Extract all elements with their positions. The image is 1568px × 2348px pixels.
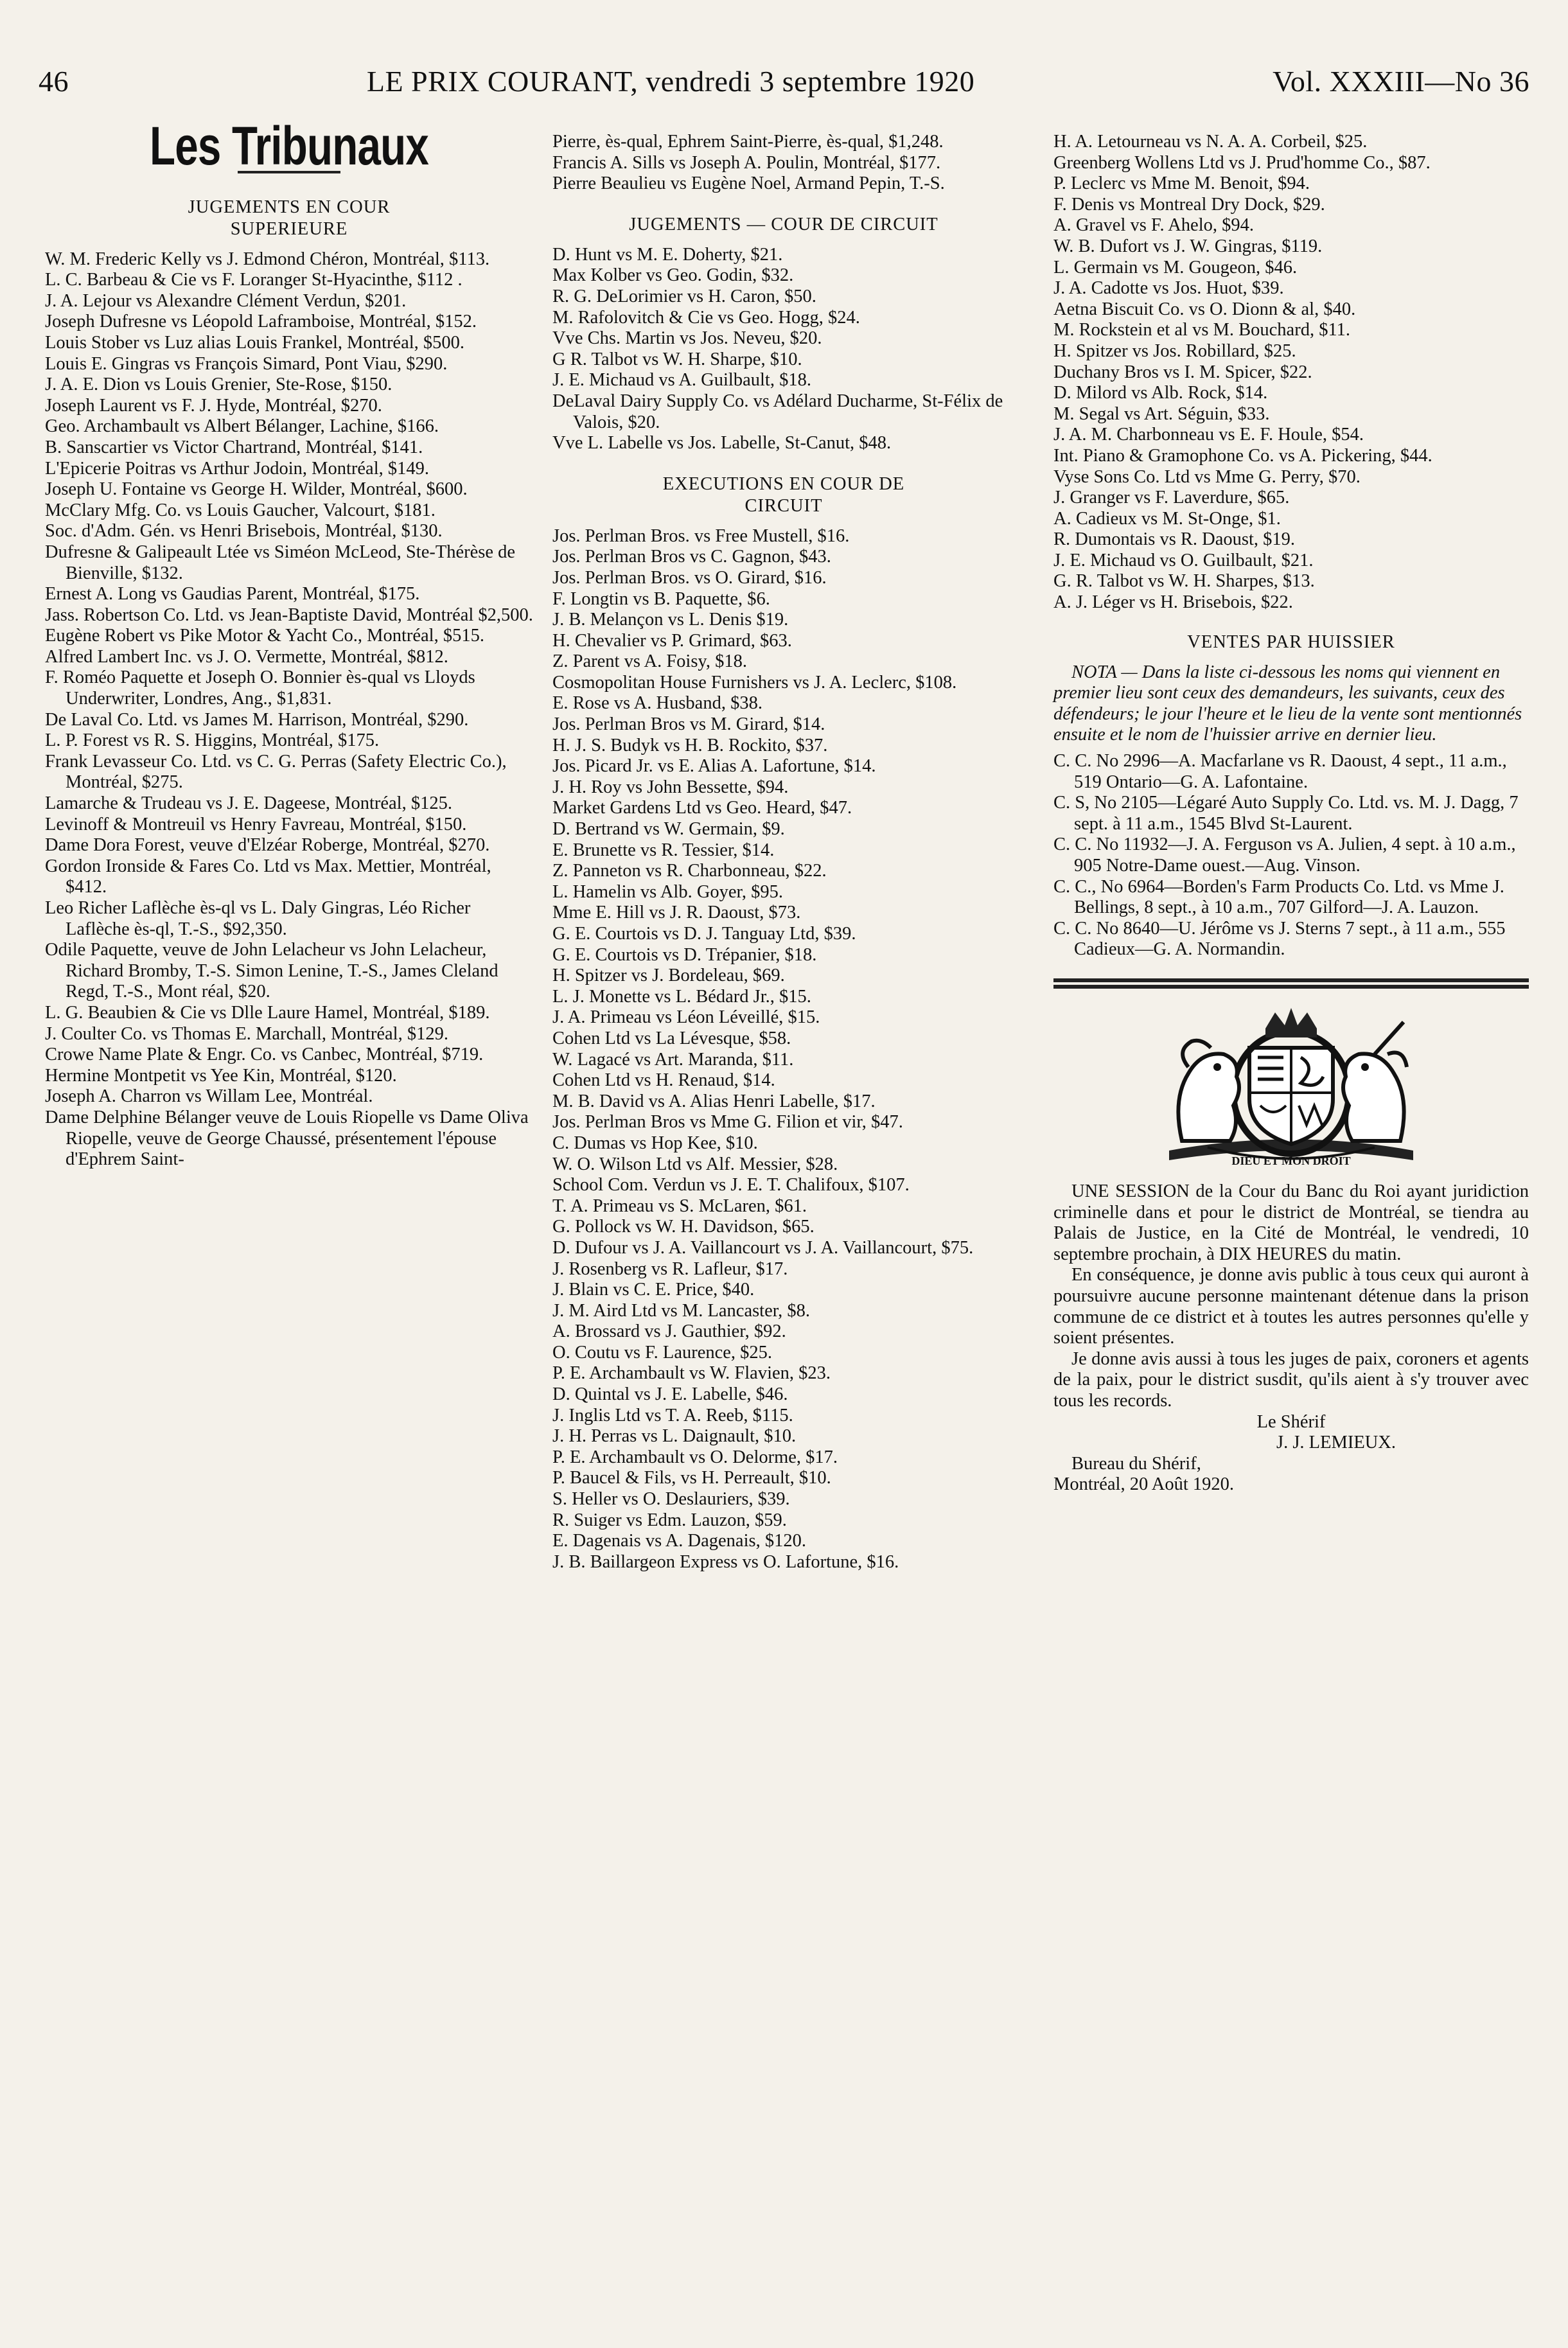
execution-entry: J. Granger vs F. Laverdure, $65. <box>1053 488 1290 508</box>
execution-entry: Cohen Ltd vs H. Renaud, $14. <box>552 1070 775 1091</box>
execution-entry: M. Rockstein et al vs M. Bouchard, $11. <box>1053 320 1351 340</box>
superieure-list <box>45 249 533 1170</box>
page-header <box>39 64 1529 122</box>
execution-entry: G. E. Courtois vs D. J. Tanguay Ltd, $39. <box>552 924 856 944</box>
judgment-entry: Dame Dora Forest, veuve d'Elzéar Roberge, Montréal, $270. <box>45 835 490 856</box>
execution-entry: School Com. Verdun vs J. E. T. Chalifoux, $107. <box>552 1175 910 1196</box>
judgment-entry: W. M. Frederic Kelly vs J. Edmond Chéron, Montréal, $113. <box>45 249 490 269</box>
judgment-entry: Crowe Name Plate & Engr. Co. vs Canbec, Montréal, $719. <box>45 1045 484 1065</box>
execution-entry: D. Bertrand vs W. Germain, $9. <box>552 819 785 840</box>
execution-entry: Jos. Perlman Bros. vs O. Girard, $16. <box>552 567 827 588</box>
royal-coat-of-arms-icon <box>1111 1003 1471 1170</box>
judgment-entry: Lamarche & Trudeau vs J. E. Dageese, Montréal, $125. <box>45 793 452 814</box>
execution-entry: W. O. Wilson Ltd vs Alf. Messier, $28. <box>552 1154 838 1174</box>
execution-entry: J. A. Cadotte vs Jos. Huot, $39. <box>1053 278 1284 299</box>
execution-entry: J. B. Baillargeon Express vs O. Lafortune, $16. <box>552 1551 899 1572</box>
execution-entry: M. B. David vs A. Alias Henri Labelle, $17. <box>552 1091 876 1111</box>
judgment-entry: L. C. Barbeau & Cie vs F. Loranger St-Hyacinthe, $112 . <box>45 270 462 290</box>
sale-entry: C. S, No 2105—Légaré Auto Supply Co. Ltd. vs. M. J. Dagg, 7 sept. à 11 a.m., 1545 Blvd St-Laurent. <box>1053 793 1519 834</box>
execution-entry: J. Rosenberg vs R. Lafleur, $17. <box>552 1258 788 1279</box>
judgment-entry: Francis A. Sills vs Joseph A. Poulin, Montréal, $177. <box>552 152 941 173</box>
execution-entry: E. Dagenais vs A. Dagenais, $120. <box>552 1531 806 1551</box>
execution-entry: W. B. Dufort vs J. W. Gingras, $119. <box>1053 236 1323 256</box>
judgment-entry: Odile Paquette, veuve de John Lelacheur vs John Lelacheur, Richard Bromby, T.-S. Simon Lenine, T.-S., James Cleland Regd, T.-S., Mont réal, $20. <box>45 940 498 1002</box>
notice-paragraph-3: Je donne avis aussi à tous les juges de paix, coroners et agents de la paix, pour le district susdit, qu'ils aient à s'y trouver avec tous les records. <box>1053 1348 1529 1411</box>
execution-entry: J. Blain vs C. E. Price, $40. <box>552 1280 755 1300</box>
volume-number: Vol. XXXIII—No 36 <box>1273 65 1529 98</box>
sheriff-name: J. J. LEMIEUX. <box>1276 1433 1396 1453</box>
execution-entry: C. Dumas vs Hop Kee, $10. <box>552 1133 758 1153</box>
column-2 <box>552 132 1015 1573</box>
judgment-entry: Jass. Robertson Co. Ltd. vs Jean-Baptiste David, Montréal $2,500. <box>45 605 533 625</box>
execution-entry: L. Hamelin vs Alb. Goyer, $95. <box>552 881 784 902</box>
execution-entry: H. Spitzer vs J. Bordeleau, $69. <box>552 966 785 986</box>
judgment-entry: Gordon Ironside & Fares Co. Ltd vs Max. Mettier, Montréal, $412. <box>45 856 491 897</box>
judgment-entry: Dame Delphine Bélanger veuve de Louis Riopelle vs Dame Oliva Riopelle, veuve de George Chaussé, présentement l'épouse d'Ephrem Saint- <box>45 1107 529 1170</box>
execution-entry: H. A. Letourneau vs N. A. A. Corbeil, $25. <box>1053 132 1368 152</box>
execution-entry: Aetna Biscuit Co. vs O. Dionn & al, $40. <box>1053 299 1356 319</box>
execution-entry: J. H. Roy vs John Bessette, $94. <box>552 777 789 797</box>
execution-entry: M. Segal vs Art. Séguin, $33. <box>1053 403 1270 424</box>
double-rule <box>1053 978 1529 989</box>
judgment-entry: L'Epicerie Poitras vs Arthur Jodoin, Montréal, $149. <box>45 458 429 479</box>
judgment-entry: Joseph A. Charron vs Willam Lee, Montréal. <box>45 1086 373 1107</box>
notice-paragraph-2: En conséquence, je donne avis public à tous ceux qui auront à poursuivre aucune personne maintenant détenue dans la prison commune de ce district et à toutes les autres personnes qu'elle y soient présentes. <box>1053 1265 1529 1348</box>
execution-entry: E. Brunette vs R. Tessier, $14. <box>552 840 775 860</box>
execution-entry: A. Gravel vs F. Ahelo, $94. <box>1053 215 1254 236</box>
execution-entry: P. Baucel & Fils, vs H. Perreault, $10. <box>552 1468 831 1488</box>
execution-entry: Z. Parent vs A. Foisy, $18. <box>552 651 747 672</box>
circuit-judgment-entry: M. Rafolovitch & Cie vs Geo. Hogg, $24. <box>552 307 860 328</box>
publication-line: LE PRIX COURANT, vendredi 3 septembre 1920 <box>366 65 975 98</box>
court-notice <box>1053 1181 1529 1496</box>
ventes-list <box>1053 751 1529 960</box>
sale-entry: C. C. No 2996—A. Macfarlane vs R. Daoust, 4 sept., 11 a.m., 519 Ontario—G. A. Lafontaine. <box>1053 751 1507 792</box>
circuit-judgment-entry: Vve L. Labelle vs Jos. Labelle, St-Canut, $48. <box>552 433 892 454</box>
judgment-entry: Louis E. Gingras vs François Simard, Pont Viau, $290. <box>45 353 448 374</box>
judgment-entry: McClary Mfg. Co. vs Louis Gaucher, Valcourt, $181. <box>45 500 436 520</box>
execution-entry: J. M. Aird Ltd vs M. Lancaster, $8. <box>552 1300 810 1321</box>
execution-entry: Vyse Sons Co. Ltd vs Mme G. Perry, $70. <box>1053 466 1361 487</box>
judgment-entry: Eugène Robert vs Pike Motor & Yacht Co., Montréal, $515. <box>45 626 484 646</box>
execution-entry: F. Denis vs Montreal Dry Dock, $29. <box>1053 194 1325 215</box>
judgment-entry: L. G. Beaubien & Cie vs Dlle Laure Hamel, Montréal, $189. <box>45 1002 490 1023</box>
execution-entry: R. Dumontais vs R. Daoust, $19. <box>1053 529 1296 550</box>
execution-entry: Jos. Perlman Bros vs C. Gagnon, $43. <box>552 547 831 567</box>
judgment-entry: J. A. E. Dion vs Louis Grenier, Ste-Rose, $150. <box>45 375 392 395</box>
judgment-entry: Joseph Dufresne vs Léopold Laframboise, Montréal, $152. <box>45 312 477 332</box>
section-heading-ventes: VENTES PAR HUISSIER <box>1187 631 1395 652</box>
judgment-entry: Pierre Beaulieu vs Eugène Noel, Armand Pepin, T.-S. <box>552 173 945 194</box>
execution-entry: J. E. Michaud vs O. Guilbault, $21. <box>1053 550 1314 570</box>
judgment-entry: Ernest A. Long vs Gaudias Parent, Montréal, $175. <box>45 584 420 605</box>
circuit-judgment-entry: D. Hunt vs M. E. Doherty, $21. <box>552 244 783 265</box>
execution-entry: J. B. Melançon vs L. Denis $19. <box>552 610 789 630</box>
page-number: 46 <box>39 65 69 98</box>
execution-entry: Jos. Perlman Bros. vs Free Mustell, $16. <box>552 525 850 546</box>
circuit-judgment-entry: R. G. DeLorimier vs H. Caron, $50. <box>552 286 816 306</box>
circuit-list <box>552 245 1015 454</box>
judgment-entry: J. Coulter Co. vs Thomas E. Marchall, Montréal, $129. <box>45 1023 448 1044</box>
execution-entry: P. E. Archambault vs O. Delorme, $17. <box>552 1447 838 1467</box>
judgment-entry: De Laval Co. Ltd. vs James M. Harrison, Montréal, $290. <box>45 709 469 730</box>
section-heading-circuit: JUGEMENTS — COUR DE CIRCUIT <box>629 214 938 234</box>
judgment-entry: Joseph Laurent vs F. J. Hyde, Montréal, $270. <box>45 395 382 416</box>
execution-entry: L. J. Monette vs L. Bédard Jr., $15. <box>552 986 811 1007</box>
judgment-entry: Louis Stober vs Luz alias Louis Frankel, Montréal, $500. <box>45 332 465 353</box>
judgment-entry: Hermine Montpetit vs Yee Kin, Montréal, $120. <box>45 1065 397 1086</box>
judgment-entry: Alfred Lambert Inc. vs J. O. Vermette, Montréal, $812. <box>45 646 448 667</box>
execution-entry: Mme E. Hill vs J. R. Daoust, $73. <box>552 903 801 923</box>
sheriff-title: Le Shérif <box>1256 1411 1326 1432</box>
execution-entry: Market Gardens Ltd vs Geo. Heard, $47. <box>552 798 852 818</box>
execution-entry: F. Longtin vs B. Paquette, $6. <box>552 588 770 609</box>
execution-entry: P. Leclerc vs Mme M. Benoit, $94. <box>1053 173 1310 194</box>
sheriff-office: Bureau du Shérif, <box>1071 1453 1201 1474</box>
execution-entry: Cosmopolitan House Furnishers vs J. A. Leclerc, $108. <box>552 672 957 693</box>
execution-entry: Duchany Bros vs I. M. Spicer, $22. <box>1053 362 1312 382</box>
execution-entry: J. H. Perras vs L. Daignault, $10. <box>552 1426 797 1447</box>
judgment-entry: F. Roméo Paquette et Joseph O. Bonnier ès-qual vs Lloyds Underwriter, Londres, Ang., $1,831. <box>45 667 475 709</box>
execution-entry: G. E. Courtois vs D. Trépanier, $18. <box>552 944 817 965</box>
circuit-judgment-entry: Vve Chs. Martin vs Jos. Neveu, $20. <box>552 328 822 349</box>
place-date: Montréal, 20 Août 1920. <box>1053 1474 1235 1495</box>
execution-entry: J. A. Primeau vs Léon Léveillé, $15. <box>552 1007 820 1028</box>
execution-entry: J. A. M. Charbonneau vs E. F. Houle, $54. <box>1053 425 1364 445</box>
execution-entry: Z. Panneton vs R. Charbonneau, $22. <box>552 861 827 881</box>
judgment-entry: Dufresne & Galipeault Ltée vs Siméon McLeod, Ste-Thérèse de Bienville, $132. <box>45 542 516 583</box>
execution-entry: S. Heller vs O. Deslauriers, $39. <box>552 1489 790 1510</box>
execution-entry: H. J. S. Budyk vs H. B. Rockito, $37. <box>552 735 828 755</box>
execution-entry: Jos. Perlman Bros vs M. Girard, $14. <box>552 714 825 735</box>
execution-entry: L. Germain vs M. Gougeon, $46. <box>1053 257 1298 278</box>
column-3 <box>1053 132 1529 1496</box>
execution-entry: G. R. Talbot vs W. H. Sharpes, $13. <box>1053 571 1315 592</box>
judgment-entry: Frank Levasseur Co. Ltd. vs C. G. Perras (Safety Electric Co.), Montréal, $275. <box>45 751 507 793</box>
circuit-judgment-entry: DeLaval Dairy Supply Co. vs Adélard Ducharme, St-Félix de Valois, $20. <box>552 391 1003 432</box>
execution-entry: E. Rose vs A. Husband, $38. <box>552 693 762 714</box>
execution-entry: G. Pollock vs W. H. Davidson, $65. <box>552 1217 815 1237</box>
notice-paragraph-1: UNE SESSION de la Cour du Banc du Roi ayant juridiction criminelle dans et pour le district de Montréal, se tiendra au Palais de Justice, en la Cité de Montréal, le vendredi, 10 septembre prochain, à DIX HEURES du matin. <box>1053 1181 1529 1264</box>
execution-entry: Cohen Ltd vs La Lévesque, $58. <box>552 1028 791 1048</box>
circuit-judgment-entry: Max Kolber vs Geo. Godin, $32. <box>552 265 794 286</box>
execution-entry: T. A. Primeau vs S. McLaren, $61. <box>552 1196 807 1216</box>
execution-entry: D. Quintal vs J. E. Labelle, $46. <box>552 1384 788 1405</box>
circuit-judgment-entry: G R. Talbot vs W. H. Sharpe, $10. <box>552 349 802 369</box>
execution-entry: A. Cadieux vs M. St-Onge, $1. <box>1053 508 1281 529</box>
judgment-entry: Soc. d'Adm. Gén. vs Henri Brisebois, Montréal, $130. <box>45 521 443 542</box>
execution-entry: H. Chevalier vs P. Grimard, $63. <box>552 630 792 651</box>
execution-entry: Int. Piano & Gramophone Co. vs A. Pickering, $44. <box>1053 445 1432 466</box>
execution-entry: J. Inglis Ltd vs T. A. Reeb, $115. <box>552 1405 793 1426</box>
column-1 <box>45 116 533 1170</box>
execution-entry: Jos. Perlman Bros vs Mme G. Filion et vir, $47. <box>552 1112 903 1133</box>
judgment-entry: Geo. Archambault vs Albert Bélanger, Lachine, $166. <box>45 416 439 437</box>
page-title: Les Tribunaux <box>149 116 429 176</box>
execution-entry: Greenberg Wollens Ltd vs J. Prud'homme Co., $87. <box>1053 152 1431 173</box>
execution-entry: D. Milord vs Alb. Rock, $14. <box>1053 383 1268 403</box>
executions-list <box>552 526 1015 1573</box>
execution-entry: D. Dufour vs J. A. Vaillancourt vs J. A. Vaillancourt, $75. <box>552 1237 974 1258</box>
section-heading-superieure: JUGEMENTS EN COUR SUPERIEURE <box>188 197 391 239</box>
circuit-judgment-entry: J. E. Michaud vs A. Guilbault, $18. <box>552 370 811 391</box>
judgment-entry: B. Sanscartier vs Victor Chartrand, Montréal, $141. <box>45 437 423 457</box>
judgment-entry: J. A. Lejour vs Alexandre Clément Verdun, $201. <box>45 290 407 311</box>
section-heading-executions: EXECUTIONS EN COUR DE CIRCUIT <box>662 473 905 516</box>
sale-entry: C. C. No 8640—U. Jérôme vs J. Sterns 7 sept., à 11 a.m., 555 Cadieux—G. A. Normandin. <box>1053 918 1506 960</box>
executions-list-continued <box>1053 132 1529 613</box>
execution-entry: A. J. Léger vs H. Brisebois, $22. <box>1053 592 1293 613</box>
judgment-entry: L. P. Forest vs R. S. Higgins, Montréal, $175. <box>45 730 380 751</box>
judgment-entry: Joseph U. Fontaine vs George H. Wilder, Montréal, $600. <box>45 479 468 500</box>
sale-entry: C. C. No 11932—J. A. Ferguson vs A. Julien, 4 sept. à 10 a.m., 905 Notre-Dame ouest.—Aug. Vinson. <box>1053 834 1516 876</box>
motto-text: DIEU ET MON DROIT <box>1231 1154 1351 1167</box>
judgment-entry: Pierre, ès-qual, Ephrem Saint-Pierre, ès-qual, $1,248. <box>552 132 944 152</box>
execution-entry: R. Suiger vs Edm. Lauzon, $59. <box>552 1510 787 1530</box>
nota-paragraph: NOTA — Dans la liste ci-dessous les noms qui viennent en premier lieu sont ceux des demandeurs, les suivants, ceux des défendeurs; le jour l'heure et le lieu de la vente sont mentionnés ensuite et le nom de l'huissier arrive en dernier lieu. <box>1053 662 1522 745</box>
judgment-entry: Leo Richer Laflèche ès-ql vs L. Daly Gingras, Léo Richer Laflèche ès-ql, T.-S., $92,350. <box>45 898 471 939</box>
execution-entry: Jos. Picard Jr. vs E. Alias A. Lafortune, $14. <box>552 756 876 777</box>
execution-entry: P. E. Archambault vs W. Flavien, $23. <box>552 1363 831 1384</box>
sale-entry: C. C., No 6964—Borden's Farm Products Co. Ltd. vs Mme J. Bellings, 8 sept., à 10 a.m., 707 Gilford—J. A. Lauzon. <box>1053 876 1504 918</box>
execution-entry: A. Brossard vs J. Gauthier, $92. <box>552 1321 786 1342</box>
execution-entry: H. Spitzer vs Jos. Robillard, $25. <box>1053 340 1296 361</box>
continued-list <box>552 132 1015 195</box>
execution-entry: W. Lagacé vs Art. Maranda, $11. <box>552 1049 794 1070</box>
execution-entry: O. Coutu vs F. Laurence, $25. <box>552 1342 773 1363</box>
judgment-entry: Levinoff & Montreuil vs Henry Favreau, Montréal, $150. <box>45 814 467 834</box>
